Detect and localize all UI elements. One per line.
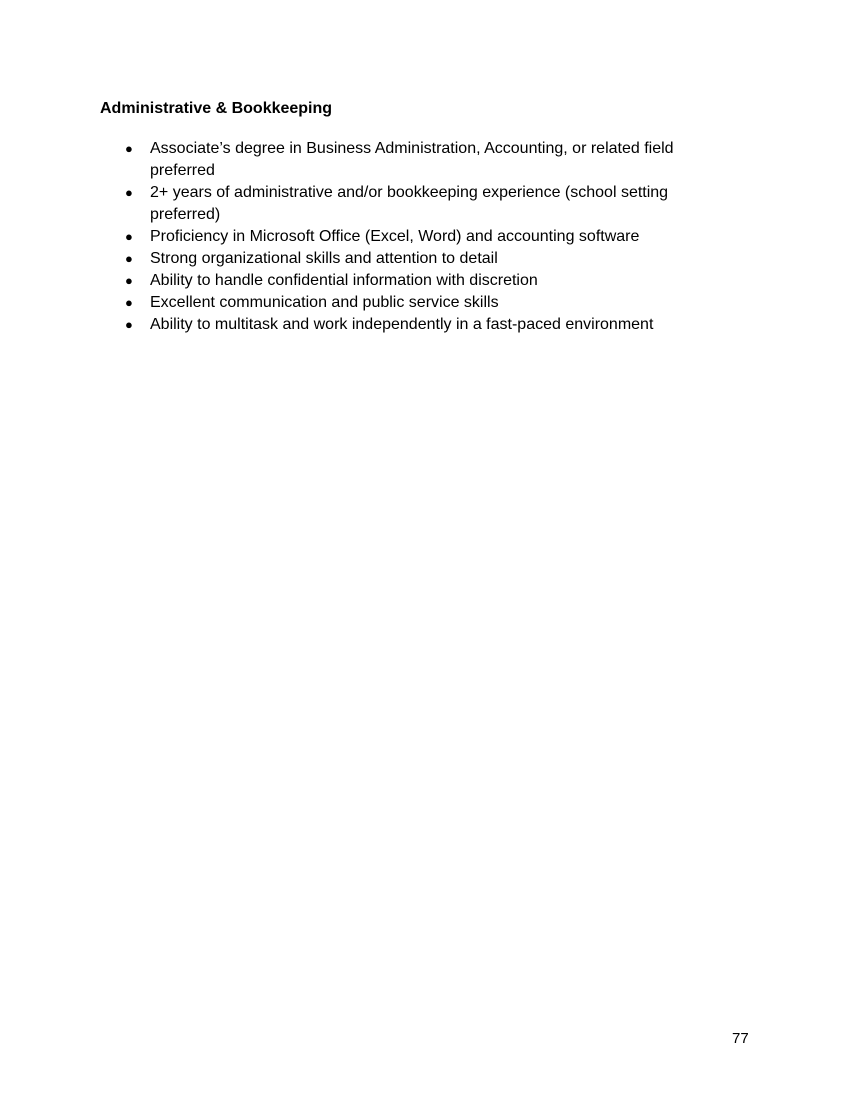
list-item	[0, 226, 710, 248]
page-number: 77	[732, 1030, 749, 1047]
list-item-text: Associate’s degree in Business Administration, Accounting, or related field preferred	[150, 140, 674, 179]
list-item-text: 2+ years of administrative and/or bookkeeping experience (school setting preferred)	[150, 184, 669, 223]
section-heading: Administrative & Bookkeeping	[100, 100, 333, 117]
list-item	[0, 248, 710, 270]
bullet-icon: ●	[125, 317, 133, 332]
bullet-icon: ●	[125, 273, 133, 288]
list-item	[0, 292, 710, 314]
bullet-icon: ●	[125, 229, 133, 244]
list-item-text: Excellent communication and public service skills	[150, 294, 499, 311]
list-item-text: Ability to multitask and work independently in a fast-paced environment	[150, 316, 654, 333]
list-item	[0, 270, 710, 292]
list-item	[0, 182, 710, 226]
bullet-icon: ●	[125, 141, 133, 156]
list-item	[0, 138, 710, 182]
bullet-icon: ●	[125, 251, 133, 266]
list-item	[0, 314, 710, 336]
list-item-text: Strong organizational skills and attention to detail	[150, 250, 498, 267]
requirements-list	[0, 138, 850, 336]
bullet-icon: ●	[125, 185, 133, 200]
bullet-icon: ●	[125, 295, 133, 310]
list-item-text: Ability to handle confidential information with discretion	[150, 272, 538, 289]
list-item-text: Proficiency in Microsoft Office (Excel, Word) and accounting software	[150, 228, 640, 245]
